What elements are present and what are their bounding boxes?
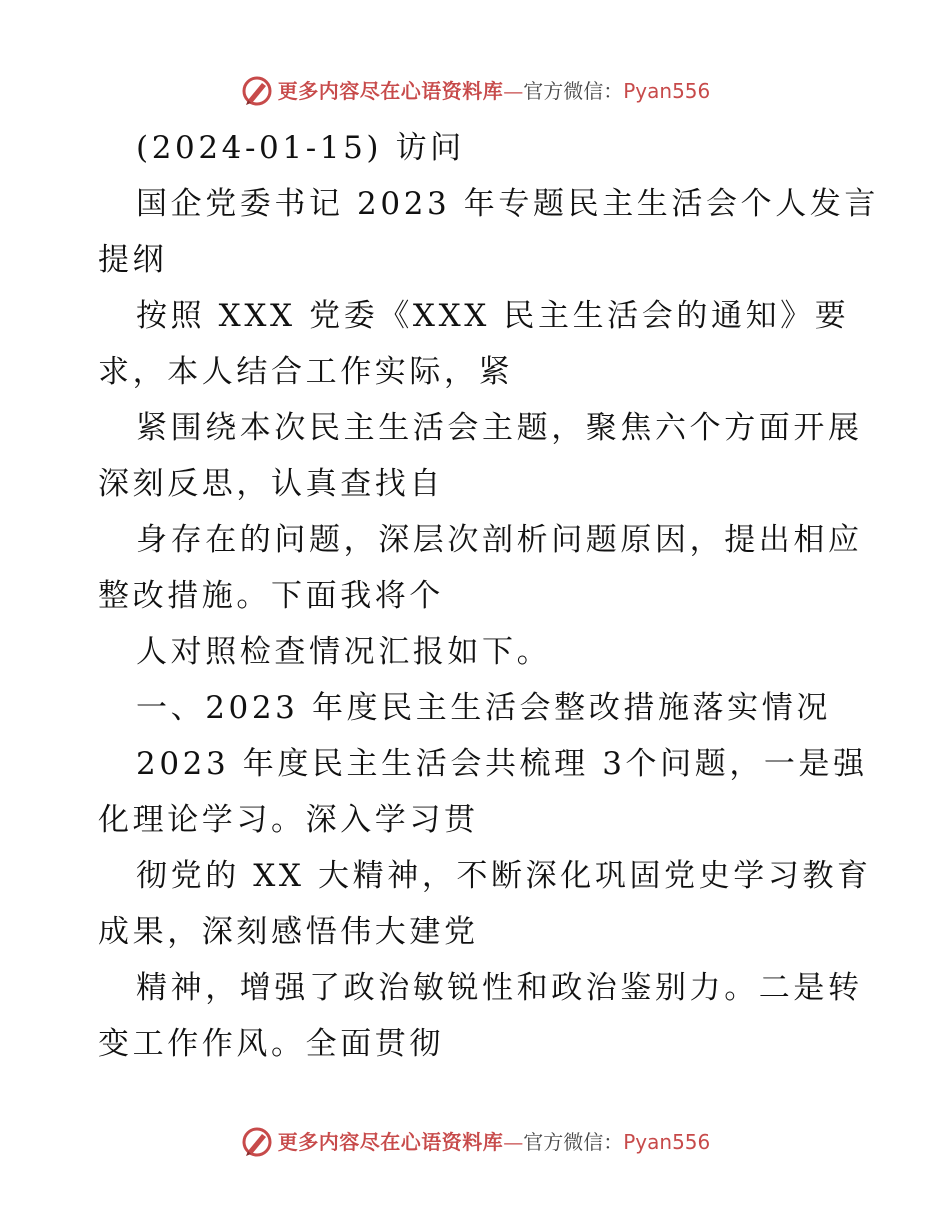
watermark-id: Pyan556 (623, 79, 711, 103)
watermark-text: 更多内容尽在心语资料库 (277, 1130, 504, 1154)
text-line: 彻党的 XX 大精神，不断深化巩固党史学习教育 (136, 858, 872, 894)
watermark-label: 官方微信： (523, 1130, 624, 1154)
text-line: 2023 年度民主生活会共梳理 3个问题，一是强 (136, 746, 868, 782)
watermark-label: 官方微信： (523, 79, 624, 103)
pen-logo-icon (240, 1125, 274, 1159)
text-line: 国企党委书记 2023 年专题民主生活会个人发言 (136, 186, 879, 222)
pen-logo-icon (240, 74, 274, 108)
text-line: 求，本人结合工作实际，紧 (98, 354, 514, 390)
text-line: 成果，深刻感悟伟大建党 (98, 914, 479, 950)
text-line: 整改措施。下面我将个 (98, 578, 444, 614)
text-line: 提纲 (98, 242, 168, 278)
text-line: 一、2023 年度民主生活会整改措施落实情况 (136, 690, 831, 726)
text-line: (2024-01-15) 访问 (136, 130, 465, 166)
watermark-dash: — (503, 1130, 524, 1154)
watermark-text: 更多内容尽在心语资料库 (277, 79, 504, 103)
text-line: 身存在的问题，深层次剖析问题原因，提出相应 (136, 522, 863, 558)
text-line: 按照 XXX 党委《XXX 民主生活会的通知》要 (136, 298, 850, 334)
text-line: 深刻反思，认真查找自 (98, 466, 444, 502)
footer-watermark (0, 1125, 950, 1159)
text-line: 紧围绕本次民主生活会主题，聚焦六个方面开展 (136, 410, 863, 446)
document-body (98, 120, 879, 1072)
text-line: 精神，增强了政治敏锐性和政治鉴别力。二是转 (136, 970, 863, 1006)
watermark-dash: — (503, 79, 524, 103)
header-watermark (0, 74, 950, 108)
text-line: 人对照检查情况汇报如下。 (136, 634, 552, 670)
watermark-id: Pyan556 (623, 1130, 711, 1154)
text-line: 化理论学习。深入学习贯 (98, 802, 479, 838)
text-line: 变工作作风。全面贯彻 (98, 1026, 444, 1062)
